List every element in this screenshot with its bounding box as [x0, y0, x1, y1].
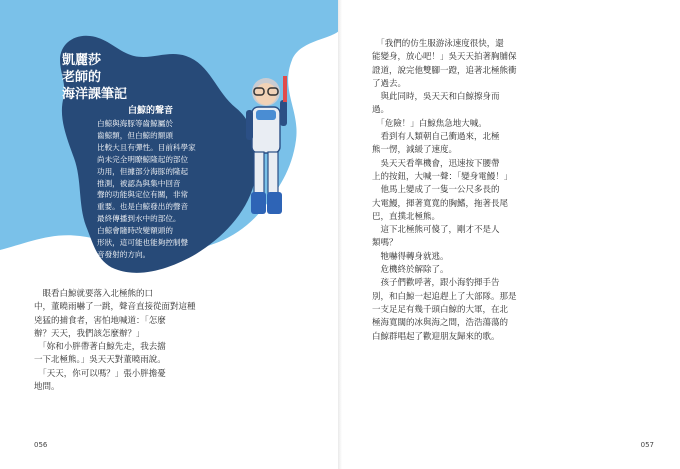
note-body-line: 推測，被認為與集中回音: [97, 178, 181, 188]
left-text-line: 眼看白鯨就要落入北極熊的口: [34, 289, 154, 299]
right-text-line: 牠嚇得轉身就逃。: [372, 251, 449, 262]
left-text-line: 中，董曉雨嚇了一跳，聲音直接從面對這種: [34, 302, 196, 313]
left-page-body: [34, 288, 324, 394]
right-text-line: 一支足足有幾千頭白鯨的大軍，在北: [372, 304, 509, 315]
right-page: [340, 0, 680, 469]
right-text-line: 熊一愣，減緩了速度。: [372, 145, 458, 156]
note-body-line: 聲的功能與定位有關，非常: [97, 190, 189, 200]
right-text-line: 吳天天看準機會，迅速按下腰帶: [372, 158, 500, 169]
right-text-line: 了過去。: [372, 78, 407, 89]
note-body-line: 功用，但據部分海豚的隆起: [97, 166, 189, 176]
right-text-line: 證道，說完他雙腳一蹬，追著北極熊衝: [372, 65, 517, 76]
right-text-line: 危機終於解除了。: [372, 265, 449, 276]
note-body-line: 最終傳播到水中的部位。: [97, 214, 181, 224]
right-text-line: 孩子們歡呼著，跟小海豹揮手告: [372, 278, 500, 289]
note-body-line: 齒鯨類，但白鯨的額頭: [97, 130, 173, 140]
page-number-left: 056: [34, 441, 48, 449]
left-text-line: 「妳和小胖帶著白鯨先走，我去擋: [34, 342, 166, 353]
right-text-line: 他馬上變成了一隻一公尺多長的: [372, 185, 500, 196]
right-text-line: 巴，直撲北極熊。: [372, 211, 441, 222]
note-body-line: 形狀，這可能也能夠控制聲: [97, 238, 189, 248]
right-text-line: 這下北極熊可傻了，剛才不是人: [372, 225, 500, 236]
right-text-line: 極海寬闊的冰與海之間，浩浩蕩蕩的: [372, 318, 509, 329]
left-text-line: 一下北極熊。」吳天天對董曉雨說。: [34, 355, 166, 366]
note-title-line: 海洋課筆記: [62, 87, 128, 102]
right-text-line: 「我們的仿生服游泳速度很快，還: [372, 39, 504, 49]
left-text-line: 「天天，你可以嗎？」張小胖擔憂: [34, 368, 166, 379]
right-text-line: 與此同時，吳天天和白鯨擦身而: [372, 92, 500, 103]
note-body-line: 尚未完全明瞭鯨隆起的部位: [97, 154, 189, 164]
right-text-line: 別，和白鯨一起追趕上了大部隊。那是: [372, 291, 517, 302]
note-heading: 白鯨的聲音: [128, 106, 174, 116]
left-text-line: 兇猛的捕食者，害怕地喊道：「怎麼: [34, 315, 166, 326]
teacher-illustration: [240, 70, 296, 220]
note-title-line: 凱麗莎: [62, 53, 102, 68]
note-body: [97, 118, 245, 261]
right-text-line: 「危險！」白鯨焦急地大喊。: [372, 118, 487, 129]
left-text-line: 辦？天天，我們該怎麼辦？」: [34, 328, 145, 339]
note-body-line: 白鯨會隨時改變額頭的: [97, 226, 173, 236]
right-page-body: [372, 38, 654, 344]
right-text-line: 上的按鈕，大喊一聲：「變身電鰻！」: [372, 171, 513, 182]
right-text-line: 白鯨群唱起了歡迎朋友歸來的歌。: [372, 331, 500, 342]
right-text-line: 過。: [372, 105, 390, 116]
note-title-line: 老師的: [62, 70, 102, 85]
note-body-line: 白鯨與海豚等齒鯨屬於: [97, 119, 173, 128]
right-text-line: 類嗎？: [372, 238, 398, 249]
page-number-right: 057: [640, 441, 654, 449]
note-body-line: 音發射的方向。: [97, 249, 151, 259]
right-text-line: 大電鰻，揮著寬寬的胸鰭，拖著長尾: [372, 198, 509, 209]
note-body-line: 重要。也是白鯨發出的聲音: [97, 202, 189, 212]
note-title: [62, 52, 174, 103]
left-text-line: 地問。: [34, 382, 60, 393]
note-body-line: 比較大且有彈性。目前科學家: [97, 142, 196, 152]
right-text-line: 看到有人類朝自己衝過來，北極: [372, 132, 500, 143]
right-text-line: 能變身，放心吧！」吳天天拍著胸脯保: [372, 52, 517, 63]
